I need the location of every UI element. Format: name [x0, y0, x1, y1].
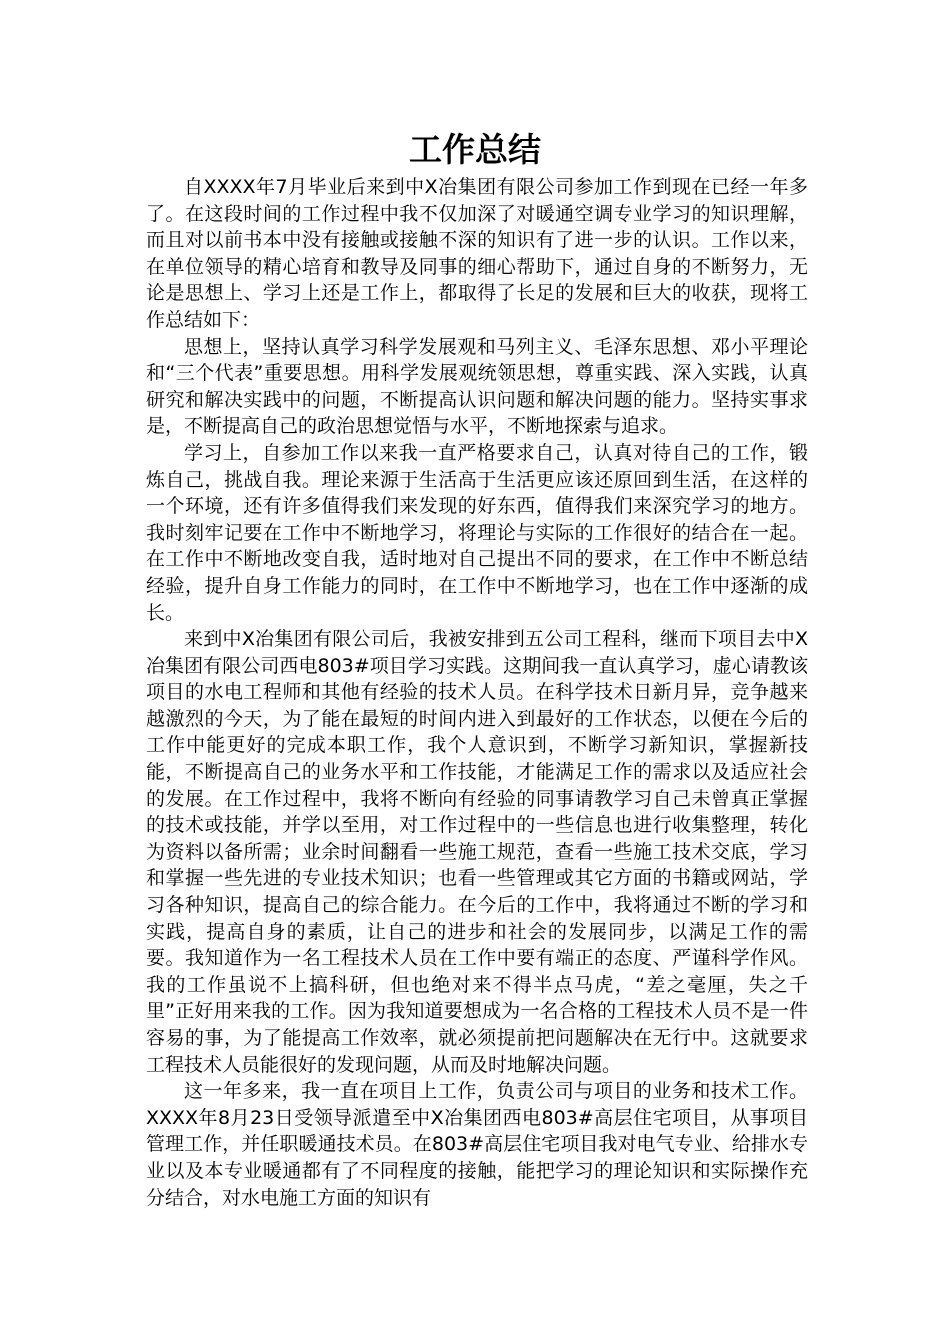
paragraph-project-work: 这一年多来，我一直在项目上工作，负责公司与项目的业务和技术工作。XXXX年8月23日受领导派遣至中X冶集团西电803#高层住宅项目，从事项目管理工作，并任职暖通技术员。在803#高层住宅项目我对电气专业、给排水专业以及本专业暖通都有了不同程度的接触，能把学习的理论知识和实际操作充分结合，对水电施工方面的知识有 — [146, 1080, 808, 1209]
paragraph-project-practice: 来到中X冶集团有限公司后，我被安排到五公司工程科，继而下项目去中X冶集团有限公司西电803#项目学习实践。这期间我一直认真学习，虚心请教该项目的水电工程师和其他有经验的技术人员。在科学技术日新月异，竞争越来越激烈的今天，为了能在最短的时间内进入到最好的工作状态，以便在今后的工作中能更好的完成本职工作，我个人意识到，不断学习新知识，掌握新技能，不断提高自己的业务水平和工作技能，才能满足工作的需求以及适应社会的发展。在工作过程中，我将不断向有经验的同事请教学习自己未曾真正掌握的技术或技能，并学以至用，对工作过程中的一些信息也进行收集整理，转化为资料以备所需；业余时间翻看一些施工规范，查看一些施工技术交底，学习和掌握一些先进的专业技术知识；也看一些管理或其它方面的书籍或网站，学习各种知识，提高自己的综合能力。在今后的工作中，我将通过不断的学习和实践，提高自身的素质，让自己的进步和社会的发展同步，以满足工作的需要。我知道作为一名工程技术人员在工作中要有端正的态度、严谨科学作风。我的工作虽说不上搞科研，但也绝对来不得半点马虎，“差之毫厘，失之千里”正好用来我的工作。因为我知道要想成为一名合格的工程技术人员不是一件容易的事，为了能提高工作效率，就必须提前把问题解决在无行中。这就要求工程技术人员能很好的发现问题，从而及时地解决问题。 — [146, 628, 808, 1076]
paragraph-thought: 思想上，坚持认真学习科学发展观和马列主义、毛泽东思想、邓小平理论和“三个代表”重要思想。用科学发展观统领思想，尊重实践、深入实践，认真研究和解决实践中的问题，不断提高认识问题和解决问题的能力。坚持实事求是，不断提高自己的政治思想觉悟与水平，不断地探索与追求。 — [146, 335, 808, 438]
paragraph-intro: 自XXXX年7月毕业后来到中X冶集团有限公司参加工作到现在已经一年多了。在这段时间的工作过程中我不仅加深了对暖通空调专业学习的知识理解，而且对以前书本中没有接触或接触不深的知识有了进一步的认识。工作以来，在单位领导的精心培育和教导及同事的细心帮助下，通过自身的不断努力，无论是思想上、学习上还是工作上，都取得了长足的发展和巨大的收获，现将工作总结如下： — [146, 176, 808, 331]
document-body — [146, 174, 808, 1211]
paragraph-study: 学习上，自参加工作以来我一直严格要求自己，认真对待自己的工作，锻炼自己，挑战自我。理论来源于生活高于生活更应该还原回到生活，在这样的一个环境，还有许多值得我们来发现的好东西，值得我们来深究学习的地方。我时刻牢记要在工作中不断地学习，将理论与实际的工作很好的结合在一起。在工作中不断地改变自我，适时地对自己提出不同的要求，在工作中不断总结经验，提升自身工作能力的同时，在工作中不断地学习，也在工作中逐渐的成长。 — [146, 441, 808, 624]
document-title: 工作总结 — [409, 130, 541, 169]
